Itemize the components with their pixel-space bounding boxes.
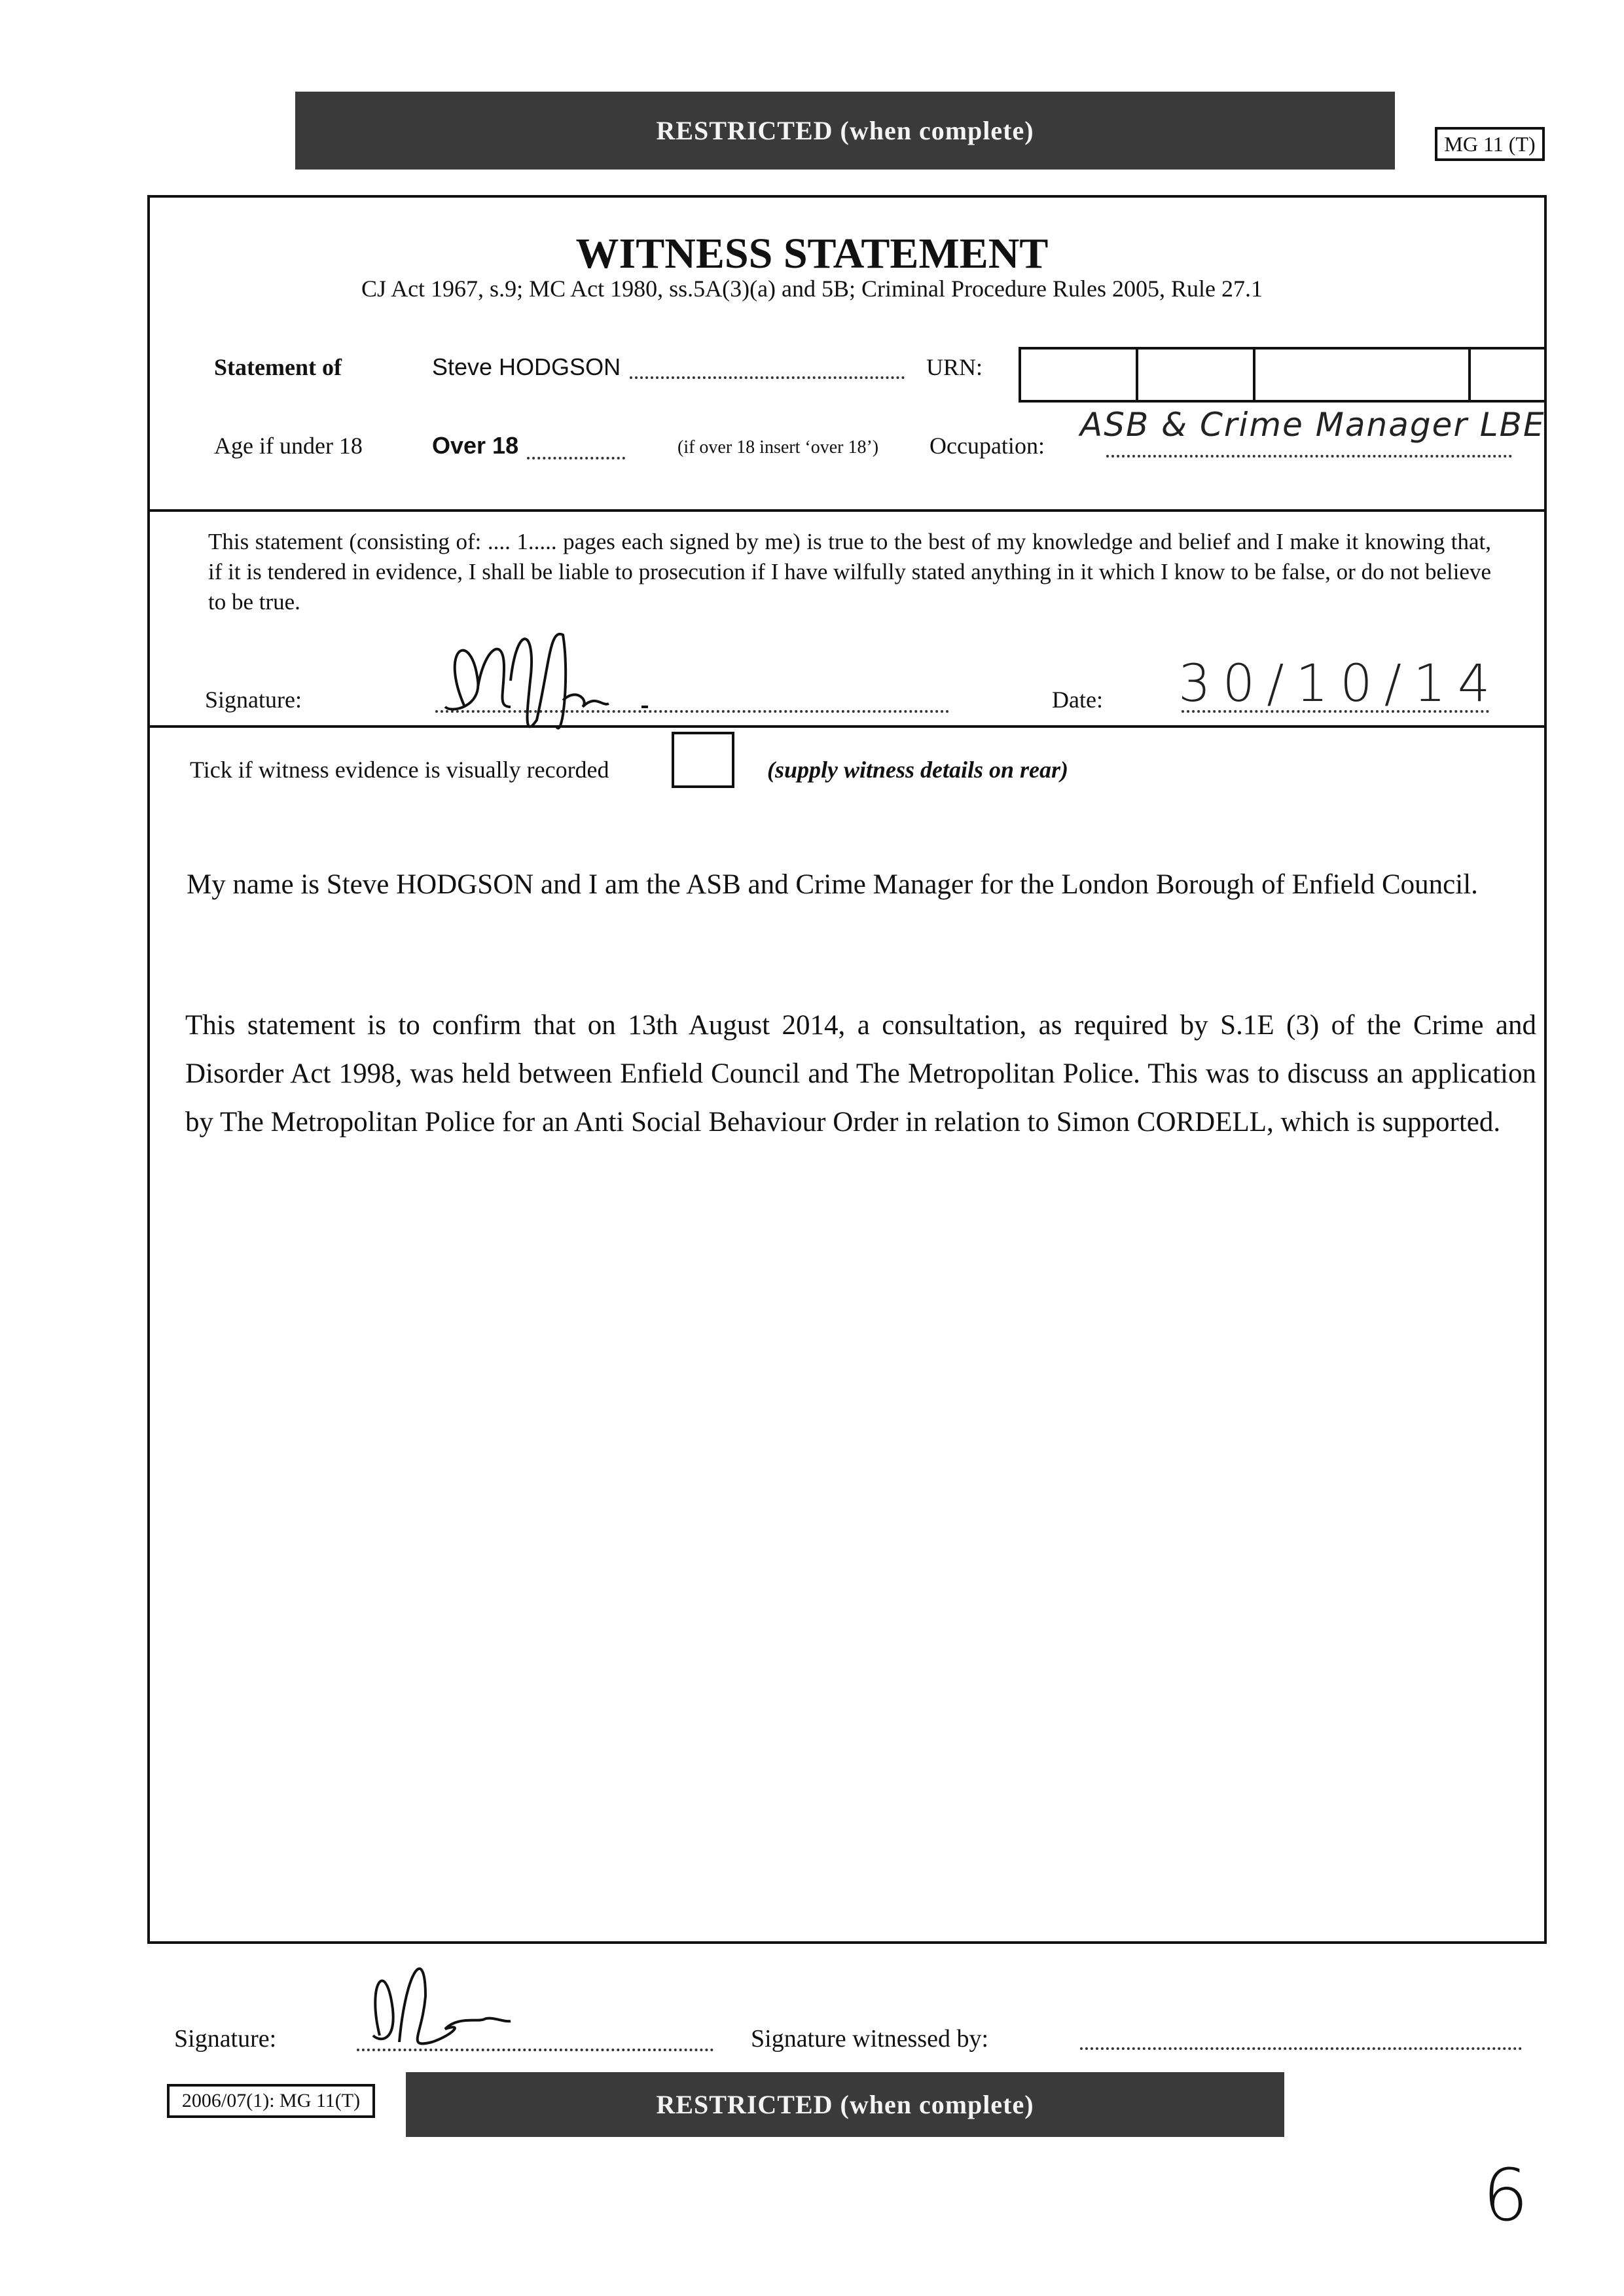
urn-boxes[interactable] <box>1019 347 1547 403</box>
restricted-banner-bottom <box>406 2072 1284 2137</box>
footer-signature-image <box>353 1944 589 2062</box>
urn-cell[interactable] <box>1471 350 1544 400</box>
tick-label: Tick if witness evidence is visually recorded <box>190 757 609 783</box>
urn-cell[interactable] <box>1021 350 1138 400</box>
declaration-text: This statement (consisting of: .... 1..... pages each signed by me) is true to the best of my knowledge and belief and I make it knowing that, if it is tendered in evidence, I shall be liable to prosecution if I have wilfully stated anything in it which I know to be false, or do not believe to be true. <box>208 529 1491 615</box>
age-hint: (if over 18 insert ‘over 18’) <box>677 437 879 457</box>
banner-text: RESTRICTED (when complete) <box>656 2090 1034 2119</box>
witnessed-line[interactable] <box>1080 2047 1522 2050</box>
urn-label: URN: <box>926 354 983 380</box>
urn-cell[interactable] <box>1255 350 1471 400</box>
form-code: MG 11 (T) <box>1444 132 1536 156</box>
age-value[interactable]: Over 18 <box>432 432 519 459</box>
form-title: WITNESS STATEMENT <box>575 230 1049 278</box>
occupation-line <box>1106 455 1512 457</box>
witnessed-label: Signature witnessed by: <box>751 2025 989 2053</box>
age-line <box>527 457 625 459</box>
version-text: 2006/07(1): MG 11(T) <box>181 2090 361 2111</box>
statement-of-value[interactable]: Steve HODGSON <box>432 353 621 380</box>
version-box <box>167 2084 375 2118</box>
date-label: Date: <box>1052 687 1103 713</box>
signature-label: Signature: <box>205 687 302 713</box>
divider <box>147 725 1544 728</box>
body-paragraph: My name is Steve HODGSON and I am the ASB and Crime Manager for the London Borough of Enfield Council. <box>187 869 1478 900</box>
date-value[interactable]: 30/10/14 <box>1178 655 1502 713</box>
occupation-value[interactable]: ASB & Crime Manager LBE <box>1080 406 1545 444</box>
page-number: 6 <box>1483 2153 1528 2237</box>
visually-recorded-checkbox[interactable] <box>672 732 734 788</box>
form-subtitle: CJ Act 1967, s.9; MC Act 1980, ss.5A(3)(a) and 5B; Criminal Procedure Rules 2005, Rule 27.1 <box>361 276 1263 302</box>
divider <box>147 509 1544 512</box>
tick-hint: (supply witness details on rear) <box>767 757 1069 783</box>
form-code-box <box>1435 127 1545 161</box>
occupation-label: Occupation: <box>929 433 1045 459</box>
body-paragraph: This statement is to confirm that on 13th August 2014, a consultation, as required by S.1E (3) of the Crime and Disorder Act 1998, was held between Enfield Council and The Metropolitan Police. This was to discuss an application by The Metropolitan Police for an Anti Social Behaviour Order in relation to Simon CORDELL, which is supported. <box>185 1010 1536 1138</box>
restricted-banner-top <box>295 92 1395 170</box>
statement-of-label: Statement of <box>214 354 342 380</box>
urn-cell[interactable] <box>1138 350 1255 400</box>
age-label: Age if under 18 <box>214 433 363 459</box>
banner-text: RESTRICTED (when complete) <box>656 116 1034 145</box>
footer-signature-label: Signature: <box>174 2025 277 2053</box>
statement-of-line <box>630 376 905 379</box>
